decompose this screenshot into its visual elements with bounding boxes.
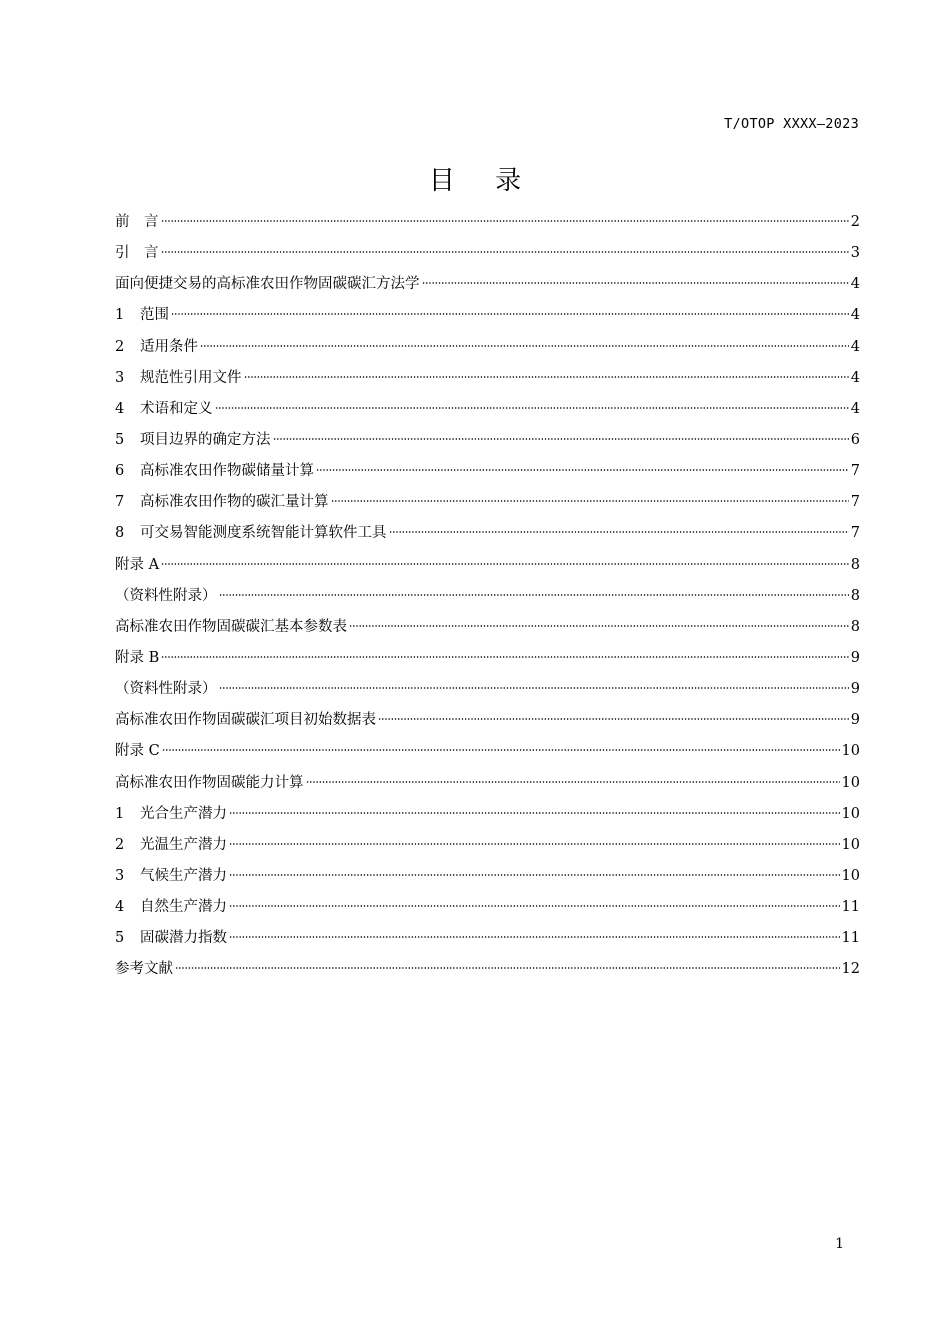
toc-entry[interactable]: [115, 581, 860, 612]
toc-entry-page: 4: [850, 400, 860, 417]
toc-entry-page: 10: [841, 743, 860, 760]
toc-entry-label: 项目边界的确定方法: [140, 431, 271, 448]
dot-leader: [161, 656, 849, 658]
toc-entry-page: 6: [850, 431, 860, 448]
toc-entry[interactable]: [115, 456, 860, 487]
toc-entry-number: 1: [115, 805, 125, 822]
toc-entry-number: 4: [115, 400, 125, 417]
dot-leader: [422, 282, 849, 284]
toc-entry-number: 1: [115, 307, 125, 324]
dot-leader: [244, 376, 849, 378]
toc-entry-page: 12: [841, 961, 860, 978]
toc-entry-label: 高标准农田作物固碳碳汇基本参数表: [115, 618, 347, 635]
dot-leader: [161, 251, 849, 253]
toc-entry-number: 2: [115, 338, 125, 355]
toc-entry-label: 自然生产潜力: [140, 899, 227, 916]
toc-entry-page: 4: [850, 307, 860, 324]
toc-entry-page: 4: [850, 369, 860, 386]
toc-entry[interactable]: [115, 394, 860, 425]
toc-entry-page: 11: [841, 930, 860, 947]
toc-title: 目 录: [428, 166, 538, 196]
toc-entry[interactable]: [115, 425, 860, 456]
toc-entry-number: 8: [115, 525, 125, 542]
toc-entry[interactable]: [115, 518, 860, 549]
toc-entry[interactable]: [115, 332, 860, 363]
toc-entry-label: 气候生产潜力: [140, 867, 227, 884]
toc-entry-number: 5: [115, 930, 125, 947]
toc-entry[interactable]: [115, 487, 860, 518]
toc-entry[interactable]: [115, 363, 860, 394]
toc-entry-page: 8: [850, 587, 860, 604]
toc-entry-label: 光合生产潜力: [140, 805, 227, 822]
toc-entry-label: 固碳潜力指数: [140, 930, 227, 947]
toc-entry[interactable]: [115, 269, 860, 300]
toc-entry-label: 范围: [140, 307, 169, 324]
toc-entry-page: 3: [850, 245, 860, 262]
toc-entry-label: 前 言: [115, 214, 159, 230]
toc-entry[interactable]: [115, 674, 860, 705]
toc-entry[interactable]: [115, 830, 860, 861]
toc-entry[interactable]: [115, 736, 860, 767]
toc-entry-label: 高标准农田作物的碳汇量计算: [140, 494, 329, 511]
toc-entry-label: 可交易智能测度系统智能计算软件工具: [140, 525, 387, 542]
toc-entry-page: 10: [841, 774, 860, 791]
dot-leader: [306, 781, 840, 783]
toc-entry-label: （资料性附录）: [115, 681, 217, 698]
toc-entry-label: 引 言: [115, 245, 159, 262]
page-number: 1: [835, 1236, 844, 1252]
dot-leader: [161, 563, 849, 565]
toc-entry[interactable]: [115, 954, 860, 985]
toc-entry-number: 6: [115, 463, 125, 480]
dot-leader: [161, 220, 849, 222]
dot-leader: [175, 967, 840, 969]
toc-entry-label: 附录 C: [115, 743, 160, 760]
toc-entry[interactable]: [115, 238, 860, 269]
toc-entry-page: 9: [850, 649, 860, 666]
toc-entry-label: 高标准农田作物固碳能力计算: [115, 774, 304, 791]
toc-entry-label: 光温生产潜力: [140, 836, 227, 853]
dot-leader: [219, 594, 849, 596]
toc-entry[interactable]: [115, 612, 860, 643]
toc-entry[interactable]: [115, 550, 860, 581]
dot-leader: [389, 531, 849, 533]
toc-entry-label: （资料性附录）: [115, 587, 217, 604]
toc-entry-page: 8: [850, 618, 860, 635]
table-of-contents: [115, 207, 860, 986]
toc-entry-label: 规范性引用文件: [140, 369, 242, 386]
dot-leader: [229, 843, 840, 845]
toc-entry-page: 7: [850, 494, 860, 511]
toc-entry[interactable]: [115, 705, 860, 736]
toc-entry-label: 高标准农田作物固碳碳汇项目初始数据表: [115, 712, 376, 729]
dot-leader: [229, 905, 840, 907]
toc-entry-page: 8: [850, 556, 860, 573]
toc-entry-page: 7: [850, 525, 860, 542]
toc-entry-label: 术语和定义: [140, 400, 213, 417]
dot-leader: [162, 749, 840, 751]
toc-entry[interactable]: [115, 923, 860, 954]
toc-entry-label: 附录 B: [115, 649, 160, 666]
toc-entry-label: 参考文献: [115, 961, 173, 978]
toc-entry-page: 7: [850, 463, 860, 480]
toc-entry-page: 4: [850, 338, 860, 355]
dot-leader: [316, 469, 849, 471]
toc-entry-label: 面向便捷交易的高标准农田作物固碳碳汇方法学: [115, 276, 420, 293]
dot-leader: [200, 345, 849, 347]
dot-leader: [273, 438, 849, 440]
toc-entry[interactable]: [115, 892, 860, 923]
toc-entry-label: 附录 A: [115, 556, 160, 573]
dot-leader: [378, 718, 849, 720]
dot-leader: [215, 407, 849, 409]
toc-entry-page: 4: [850, 276, 860, 293]
toc-entry-page: 2: [850, 214, 860, 230]
dot-leader: [229, 812, 840, 814]
toc-entry-number: 3: [115, 867, 125, 884]
toc-entry-page: 10: [841, 867, 860, 884]
toc-entry-number: 5: [115, 431, 125, 448]
dot-leader: [349, 625, 849, 627]
toc-entry-page: 10: [841, 805, 860, 822]
toc-entry-label: 适用条件: [140, 338, 198, 355]
dot-leader: [171, 313, 849, 315]
toc-entry-page: 10: [841, 836, 860, 853]
toc-entry[interactable]: [115, 799, 860, 830]
dot-leader: [219, 687, 849, 689]
toc-entry-page: 9: [850, 712, 860, 729]
toc-entry[interactable]: [115, 300, 860, 331]
document-code: T/OTOP XXXX—2023: [724, 116, 859, 132]
dot-leader: [331, 500, 849, 502]
toc-entry-label: 高标准农田作物碳储量计算: [140, 463, 314, 480]
toc-entry-number: 3: [115, 369, 125, 386]
toc-entry[interactable]: [115, 768, 860, 799]
toc-entry[interactable]: [115, 643, 860, 674]
dot-leader: [229, 936, 840, 938]
toc-entry[interactable]: [115, 207, 860, 238]
toc-entry[interactable]: [115, 861, 860, 892]
dot-leader: [229, 874, 840, 876]
toc-entry-number: 2: [115, 836, 125, 853]
toc-entry-page: 11: [841, 899, 860, 916]
toc-entry-number: 7: [115, 494, 125, 511]
toc-entry-page: 9: [850, 681, 860, 698]
toc-entry-number: 4: [115, 899, 125, 916]
